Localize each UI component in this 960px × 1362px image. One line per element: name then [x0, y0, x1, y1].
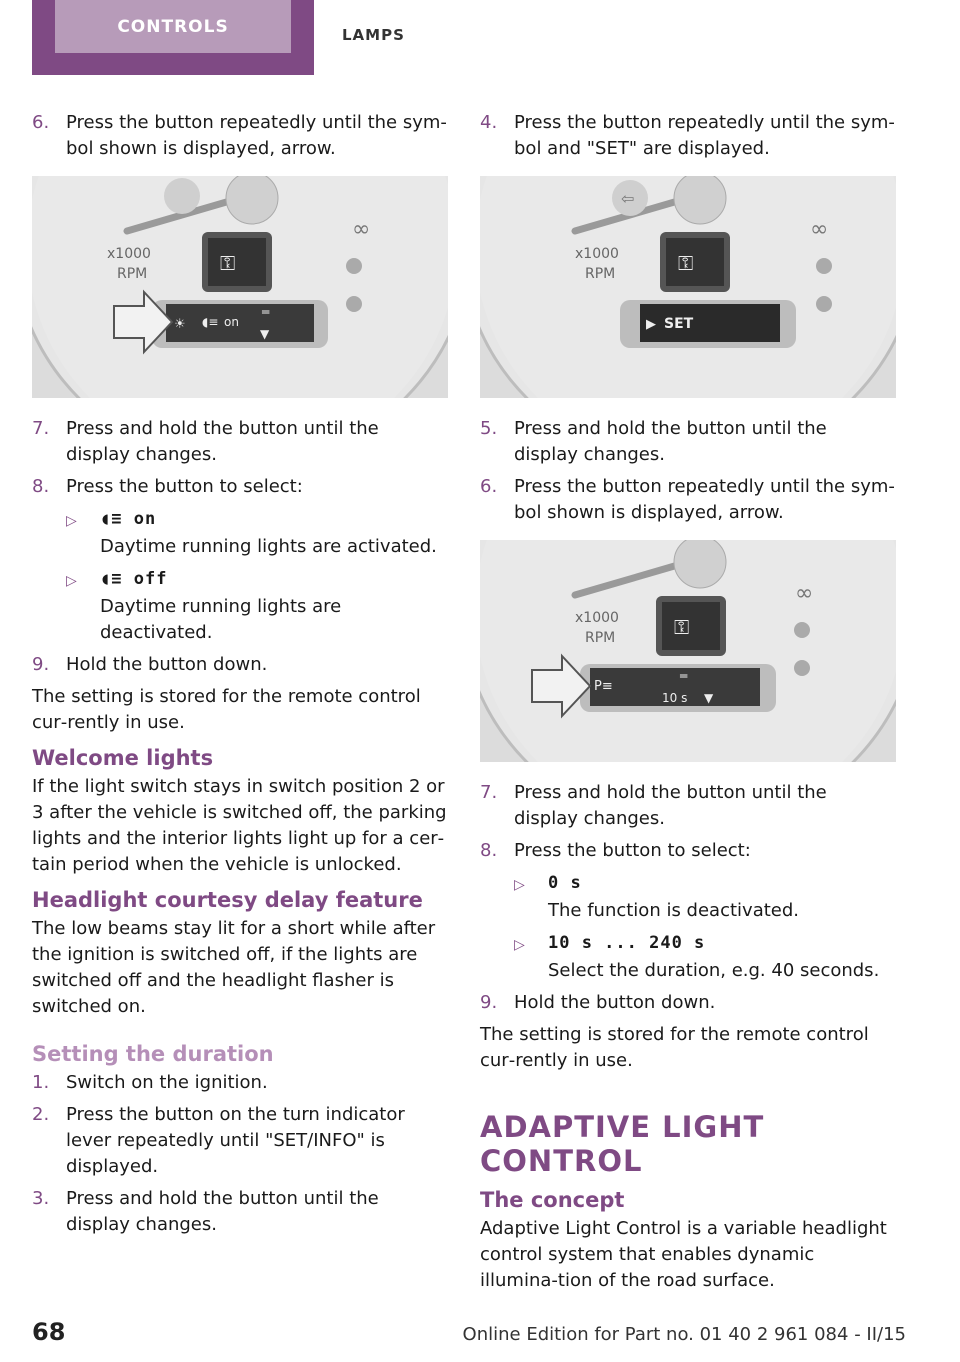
- svg-text:10 s: 10 s: [662, 691, 688, 705]
- triangle-bullet-icon: ▷: [66, 573, 77, 589]
- left-column: [32, 110, 448, 1244]
- header-section-lamps: LAMPS: [342, 26, 405, 44]
- low-beam-icon: ◖≡: [100, 509, 134, 529]
- step-5-right: 5. Press and hold the button until the display changes.: [480, 418, 827, 465]
- option-duration-zero: ▷ 0 s The function is deactivated.: [514, 870, 896, 924]
- svg-text:x1000: x1000: [107, 246, 151, 262]
- triangle-bullet-icon: ▷: [514, 937, 525, 953]
- instrument-cluster-figure-duration: [480, 540, 896, 762]
- svg-text:═: ═: [262, 305, 270, 319]
- low-beam-icon: ◖≡: [100, 569, 134, 589]
- step-9-right: 9. Hold the button down.: [480, 992, 716, 1013]
- duration-step-1: 1. Switch on the ignition.: [32, 1072, 268, 1093]
- heading-the-concept: The concept: [480, 1188, 625, 1212]
- svg-text:☀: ☀: [174, 317, 186, 332]
- svg-text:⚿: ⚿: [674, 615, 690, 639]
- instrument-cluster-figure-set: [480, 176, 896, 398]
- svg-text:▶: ▶: [646, 317, 656, 332]
- svg-text:∞: ∞: [352, 217, 371, 242]
- step-9-left: 9. Hold the button down.: [32, 654, 268, 675]
- step-8-left: 8. Press the button to select:: [32, 476, 303, 497]
- duration-step-3: 3. Press and hold the button until the display changes.: [32, 1188, 379, 1235]
- heading-adaptive-light-control: ADAPTIVE LIGHT CONTROL: [480, 1110, 765, 1178]
- svg-text:x1000: x1000: [575, 610, 619, 626]
- option-drl-off: ▷ ◖≡ off Daytime running lights are deactivated.: [66, 566, 448, 646]
- duration-step-2: 2. Press the button on the turn indicator lever repeatedly until "SET/INFO" is displayed.: [32, 1104, 405, 1177]
- right-column: [480, 110, 896, 1304]
- svg-text:▼: ▼: [260, 327, 270, 341]
- page-number: 68: [32, 1318, 66, 1346]
- svg-text:SET: SET: [664, 316, 694, 332]
- svg-text:⇦: ⇦: [621, 189, 635, 208]
- duration-zero-symbol: 0 s: [548, 873, 582, 893]
- heading-welcome-lights: Welcome lights: [32, 746, 214, 770]
- step-6-right: 6. Press the button repeatedly until the sym‐bol shown is displayed, arrow.: [480, 476, 895, 523]
- courtesy-paragraph: The low beams stay lit for a short while after the ignition is switched off, if the lights are switched off and the headlight flasher is switched on.: [32, 918, 436, 1017]
- step-7-right: 7. Press and hold the button until the display changes.: [480, 782, 827, 829]
- option-duration-range: ▷ 10 s ... 240 s Select the duration, e.g. 40 seconds.: [514, 930, 896, 984]
- stored-paragraph-right: The setting is stored for the remote control cur‐rently in use.: [480, 1024, 869, 1071]
- svg-text:◖≡: ◖≡: [202, 315, 219, 329]
- edition-footer: Online Edition for Part no. 01 40 2 961 084 - II/15: [462, 1324, 906, 1345]
- svg-text:P≡: P≡: [594, 679, 613, 694]
- svg-text:∞: ∞: [810, 217, 829, 242]
- heading-courtesy-delay: Headlight courtesy delay feature: [32, 888, 423, 912]
- header-tab-controls: [32, 0, 314, 75]
- stored-paragraph-left: The setting is stored for the remote control cur‐rently in use.: [32, 686, 421, 733]
- svg-text:on: on: [224, 315, 239, 329]
- svg-text:⚿: ⚿: [678, 251, 694, 275]
- step-7-left: 7. Press and hold the button until the display changes.: [32, 418, 379, 465]
- concept-paragraph: Adaptive Light Control is a variable headlight control system that enables dynamic illumina‐tion of the road surface.: [480, 1218, 887, 1291]
- svg-text:x1000: x1000: [575, 246, 619, 262]
- welcome-paragraph: If the light switch stays in switch position 2 or 3 after the vehicle is switched off, the parking lights and the interior lights light up for a cer‐tain period when the vehicle is unlocked.: [32, 776, 447, 875]
- triangle-bullet-icon: ▷: [66, 513, 77, 529]
- step-4-right: 4. Press the button repeatedly until the sym‐bol and "SET" are displayed.: [480, 112, 895, 159]
- svg-text:∞: ∞: [795, 581, 814, 606]
- svg-text:▼: ▼: [704, 691, 714, 705]
- svg-text:═: ═: [680, 669, 688, 683]
- option-drl-on: ▷ ◖≡ on Daytime running lights are activated.: [66, 506, 448, 560]
- svg-text:RPM: RPM: [585, 630, 616, 646]
- svg-text:⚿: ⚿: [220, 251, 236, 275]
- heading-setting-duration: Setting the duration: [32, 1042, 274, 1066]
- triangle-bullet-icon: ▷: [514, 877, 525, 893]
- instrument-cluster-figure-drl: [32, 176, 448, 398]
- drl-on-symbol: ◖≡ on: [100, 509, 157, 529]
- drl-off-symbol: ◖≡ off: [100, 569, 168, 589]
- step-8-right: 8. Press the button to select:: [480, 840, 751, 861]
- step-6-left: 6. Press the button repeatedly until the sym‐bol shown is displayed, arrow.: [32, 112, 447, 159]
- svg-text:RPM: RPM: [585, 266, 616, 282]
- duration-range-symbol: 10 s ... 240 s: [548, 933, 706, 953]
- svg-text:RPM: RPM: [117, 266, 148, 282]
- header-tab-label: CONTROLS: [55, 0, 291, 53]
